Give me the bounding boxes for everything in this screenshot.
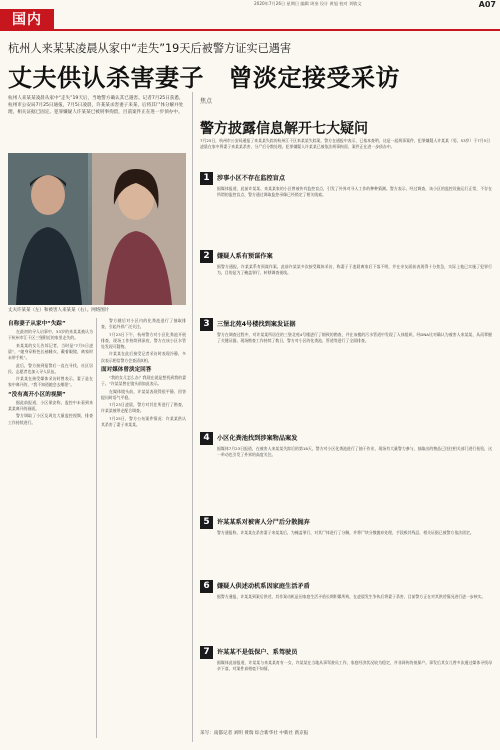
body-paragraph: 在媒体镜头前，许某某表现得很平静，回答提问时语气平稳。 (101, 388, 186, 400)
section-heading: 嫌疑人系有预谋作案 (217, 253, 273, 260)
left-subhead-2: “没有离开小区的视频” (8, 391, 66, 398)
body-paragraph: 在最初的寻人启事中，53岁的来某某被认为于杭州市江干区三堡附近的家里走失的。 (8, 329, 93, 341)
page-number: A07 (478, 0, 496, 9)
body-paragraph: 许某某在此后接受记者采访时表现冷静，多次表示相信警方会查清真相。 (101, 351, 186, 363)
left-column-a (8, 318, 93, 427)
section-heading: 小区化粪池找到涉案物品案发 (217, 435, 298, 442)
body-paragraph: 警方随后对小区内的化粪池进行了抽取排查，引起外界广泛关注。 (101, 318, 186, 330)
section-heading: 三堡北苑4号楼找到案发证据 (217, 321, 296, 328)
section-heading: 涉事小区不存在监控盲点 (217, 175, 286, 182)
section-heading: 许某某系对被害人分尸后分散抛弃 (217, 519, 310, 526)
section-body: 警方通报称，许某某在杀害妻子来某某后，为掩盖罪行，对其尸体进行了分解，并将尸块分散抛弃处理，手段极其残忍，相关证据已被警方依法固定。 (217, 530, 474, 535)
section-number-box: 3 (200, 318, 213, 331)
section-number-box: 5 (200, 516, 213, 529)
top-bar (0, 0, 500, 9)
section-number-box: 6 (200, 580, 213, 593)
body-paragraph: “我的女儿怎么办？我现在就是想找到我的妻子。”许某某曾在镜头前如此表示。 (101, 375, 186, 387)
body-paragraph: 许某某在接受媒体采访时曾表示，妻子是在家中离开的，“我不知道她会去哪里”。 (8, 376, 93, 388)
body-paragraph: 警方调取了小区及周边大量监控视频，排查工作持续进行。 (8, 413, 93, 425)
lead-paragraph: 杭州人来某某凌晨从家中“走失”19天后，当地警方确认其已遇害。记者7月25日获悉，杭州市公安局7月25日通报，7月5日凌晨，许某某杀害妻子来某，后将其尸体分解并处理，相关证据已固定。犯罪嫌疑人许某某已被刑事拘留，目前案件正在进一步侦办中。 (8, 96, 184, 116)
section-body: 据警方通报，许某某系有预谋作案。此前许某某多次接受媒体采访，称妻子于凌晨离家后下落不明，并在亲友面前表现得十分焦急，实际上他已实施了犯罪行为，目的是为了掩盖罪行、转移调查视线。 (217, 264, 492, 276)
body-paragraph: 据此前报道，小区保安称，监控中未看到来某某离开的画面。 (8, 399, 93, 411)
couple-photo-illustration (8, 153, 186, 305)
section-label: 国内 (0, 9, 54, 31)
date-line: 2020年7月26日 星期日 编辑 周奎 设计 黄旭 校对 刘敏文 (254, 1, 362, 6)
headline: 丈夫供认杀害妻子 曾淡定接受采访 (8, 64, 400, 92)
section-heading: 许某某不是低保户、系驾驶员 (217, 649, 298, 656)
section-body: 据媒体报道，此前许某某、来某某家的小区曾被传有监控盲点，引发了外界对寻人工作的种种猜测。警方表示，经过调查，该小区的监控设施运行正常，不存在所谓的监控盲点，警方通过调取监控录像已经锁定了相关线索。 (217, 186, 492, 198)
body-paragraph: 7月23日下午，杭州警方对小区化粪池开展排查，现场工作持续到深夜，警方在该小区水管处发现可疑物。 (101, 331, 186, 349)
left-subhead-3: 面对媒体曾淡定回答 (101, 366, 152, 373)
body-paragraph: 此后，警方接到报警后一直在寻找，社区居民、志愿者也加入寻人队伍。 (8, 362, 93, 374)
body-paragraph: 7月23日凌晨，警方对其住所进行了勘查，许某某被带走配合调查。 (101, 402, 186, 414)
photo-caption: 丈夫许某某（左）和被害人来某某（右）。网络图片 (8, 308, 110, 313)
kicker: 杭州人来某某凌晨从家中“走失”19天后被警方证实已遇害 (8, 42, 292, 55)
right-section-title: 警方披露信息解开七大疑问 (200, 121, 368, 137)
header-rule (54, 29, 500, 31)
section-heading: 嫌疑人供述动机系因家庭生活矛盾 (217, 583, 310, 590)
news-photo (8, 153, 186, 305)
main-column-divider (192, 92, 193, 742)
left-subhead-1: 自称妻子从家中“失踪” (8, 321, 66, 327)
section-number-box: 4 (200, 432, 213, 445)
section-number-box: 2 (200, 250, 213, 263)
section-number-box: 7 (200, 646, 213, 659)
section-body: 警方在调查过程中，对许某某所居住的三堡北苑4号楼进行了细致的勘查，并在该楼的污水管道中发现了人体组织，经DNA比对确认为被害人来某某，从而掌握了关键证据。现场勘查工作持续了数日，警方对小区的化粪池、管道等进行了全面排查。 (217, 332, 492, 344)
section-body: 据警方通报，许某某到案后供述，其作案动机是因家庭生活矛盾长期积累所致，在凌晨发生争执后将妻子杀害，目前警方正在对其供述情况进行进一步核实。 (217, 594, 486, 599)
column-divider (96, 318, 97, 738)
section-number-box: 1 (200, 172, 213, 185)
left-column-b (101, 318, 186, 429)
section-body: 据媒体7月23日报道，在被害人来某某失踪后的第18天，警方对小区化粪池进行了抽干作业，现场有大量警力参与，抽取出的物品已送往相关部门进行检验，这一举动也引发了外界的高度关注。 (217, 446, 492, 458)
right-intro: 7月25日，杭州市公安局通报了来某某失踪的杭州江干区来某某失踪案，警方在通报中表示，已基本查明，这是一起刑事案件，犯罪嫌疑人许某某（男，53岁）于7月5日凌晨在家中将妻子来某某杀害，分尸后分散处理。犯罪嫌疑人许某某已被依法刑事拘留，案件正在进一步侦办中。 (200, 138, 490, 150)
focus-label: 焦点 (200, 98, 213, 105)
body-paragraph: 来某某的女儿告诉记者，当时是“7月5日凌晨”，“她身穿粉色长袖睡衣，戴着眼镜，离家时未带手机”。 (8, 342, 93, 361)
body-paragraph: 7月25日，警方公布案件情况：许某某供认其杀害了妻子来某某。 (101, 415, 186, 427)
section-body: 据媒体此前报道，许某某与来某某育有一女，许某某在当地从事驾驶员工作，家庭经济状况较为稳定，并非网传的低保户。事发后其女儿曾多次通过媒体寻找母亲下落，对案件真相毫不知情。 (217, 660, 492, 672)
byline: 采写：南都记者 刘明 黄瑞 综合新华社 中新社 新京报 (200, 731, 309, 736)
